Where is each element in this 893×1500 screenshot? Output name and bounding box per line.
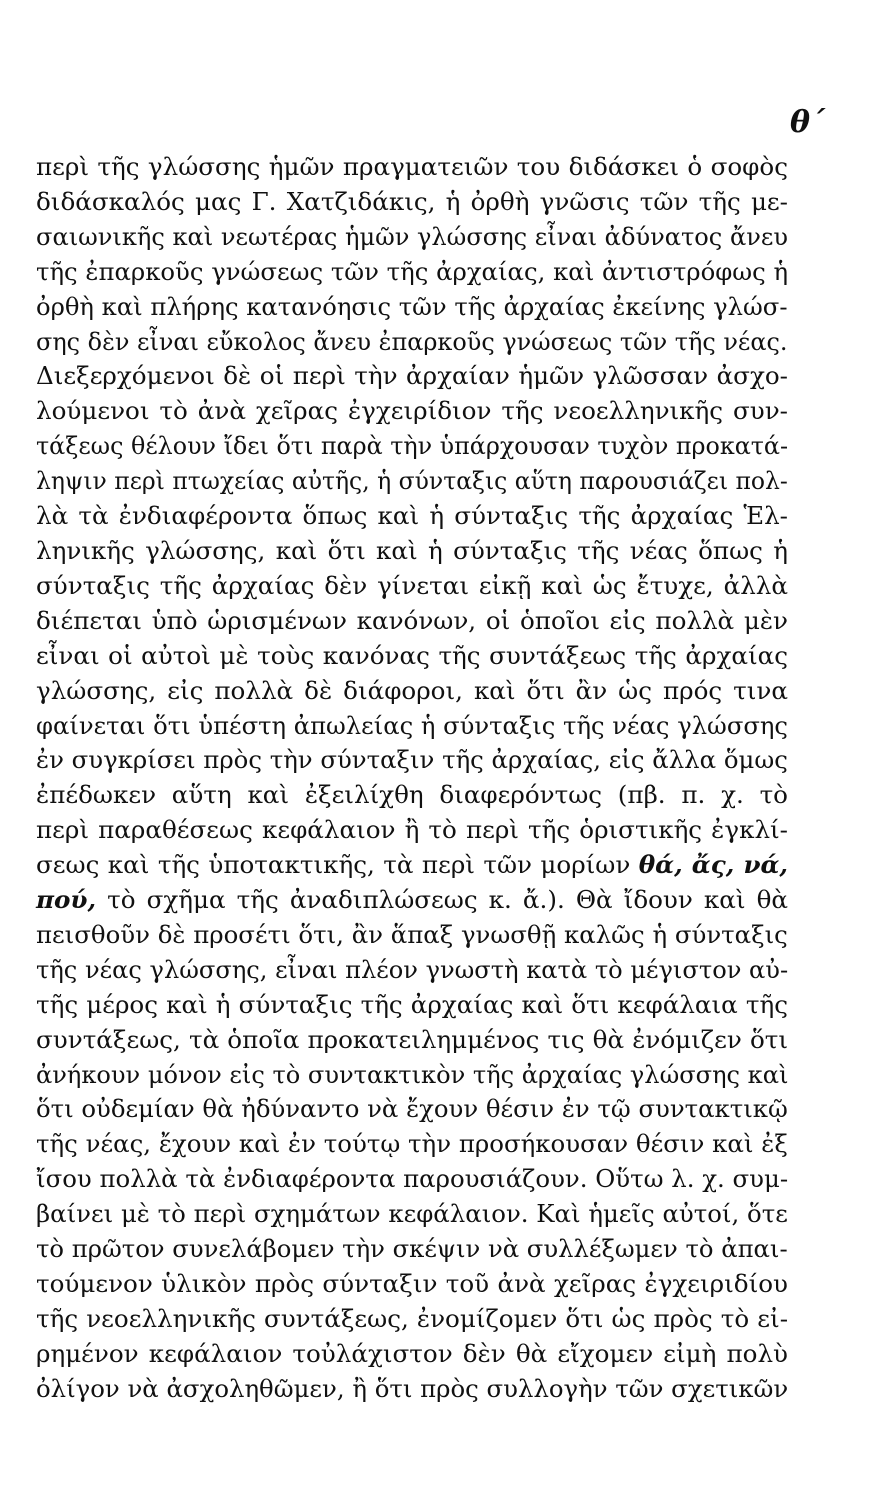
text-line: σης δὲν εἶναι εὔκολος ἄνευ ἐπαρκοῦς γνώσεως τῶν τῆς νέας. (36, 326, 788, 356)
text-line: ρημένον κεφάλαιον τοὐλάχιστον δὲν θὰ εἴχομεν εἰμὴ πολὺ (36, 1338, 788, 1368)
text-line: διδάσκαλός μας Γ. Χατζιδάκις, ἡ ὀρθὴ γνῶσις τῶν τῆς με- (36, 186, 788, 216)
text-line: λὰ τὰ ἐνδιαφέροντα ὅπως καὶ ἡ σύνταξις τῆς ἀρχαίας Ἑλ- (36, 501, 788, 531)
text-line: τὸ πρῶτον συνελάβομεν τὴν σκέψιν νὰ συλλέξωμεν τὸ ἀπαι- (36, 1234, 788, 1264)
text-line: Διεξερχόμενοι δὲ οἱ περὶ τὴν ἀρχαίαν ἡμῶν γλῶσσαν ἀσχο- (36, 361, 788, 391)
text-line: διέπεται ὑπὸ ὡρισμένων κανόνων, οἱ ὁποῖοι εἰς πολλὰ μὲν (36, 605, 788, 635)
text-line-with-emphasis (36, 883, 788, 918)
text-line: τῆς ἐπαρκοῦς γνώσεως τῶν τῆς ἀρχαίας, καὶ ἀντιστρόφως ἡ (36, 256, 789, 286)
text-line: τῆς νέας γλώσσης, εἶναι πλέον γνωστὴ κατὰ τὸ μέγιστον αὐ- (36, 954, 789, 984)
text-line: ληψιν περὶ πτωχείας αὐτῆς, ἡ σύνταξις αὕτη παρουσιάζει πολ- (36, 466, 788, 496)
text-line: ὅτι οὐδεμίαν θὰ ἠδύναντο νὰ ἔχουν θέσιν ἐν τῷ συντακτικῷ (36, 1094, 788, 1124)
page-number: θ΄ (789, 105, 825, 140)
text-line: ὀρθὴ καὶ πλήρης κατανόησις τῶν τῆς ἀρχαίας ἐκείνης γλώσ- (36, 291, 788, 321)
body-text (36, 150, 788, 1407)
text-line: ληνικῆς γλώσσης, καὶ ὅτι καὶ ἡ σύνταξις τῆς νέας ὅπως ἡ (36, 535, 788, 565)
text-line: ὀλίγον νὰ ἀσχοληθῶμεν, ἢ ὅτι πρὸς συλλογὴν τῶν σχετικῶν (36, 1373, 789, 1403)
text-line: ἐπέδωκεν αὕτη καὶ ἐξειλίχθη διαφερόντως (πβ. π. χ. τὸ (36, 780, 788, 810)
text-line: σαιωνικῆς καὶ νεωτέρας ἡμῶν γλώσσης εἶναι ἀδύνατος ἄνευ (36, 221, 788, 251)
emphasized-particle: πού, (36, 885, 97, 915)
text-line: ἀνήκουν μόνον εἰς τὸ συντακτικὸν τῆς ἀρχαίας γλώσσης καὶ (36, 1059, 789, 1089)
text-line: τῆς νεοελληνικῆς συντάξεως, ἐνομίζομεν ὅτι ὡς πρὸς τὸ εἰ- (36, 1303, 788, 1333)
text-line: συντάξεως, τὰ ὁποῖα προκατειλημμένος τις θὰ ἐνόμιζεν ὅτι (36, 1024, 788, 1054)
text-line: πεισθοῦν δὲ προσέτι ὅτι, ἂν ἅπαξ γνωσθῇ καλῶς ἡ σύνταξις (36, 919, 788, 949)
emphasized-particles: θά, ἄς, νά, (638, 850, 788, 880)
text-line: λούμενοι τὸ ἀνὰ χεῖρας ἐγχειρίδιον τῆς νεοελληνικῆς συν- (36, 396, 788, 426)
text-line: ἴσου πολλὰ τὰ ἐνδιαφέροντα παρουσιάζουν. Οὕτω λ. χ. συμ- (36, 1164, 789, 1194)
text-segment: τὸ σχῆμα τῆς ἀναδιπλώσεως κ. ἄ.). Θὰ ἴδουν καὶ θὰ (96, 885, 788, 915)
text-line: γλώσσης, εἰς πολλὰ δὲ διάφοροι, καὶ ὅτι ἂν ὡς πρός τινα (36, 675, 788, 705)
text-line: ἐν συγκρίσει πρὸς τὴν σύνταξιν τῆς ἀρχαίας, εἰς ἄλλα ὅμως (36, 745, 788, 775)
text-segment: σεως καὶ τῆς ὑποτακτικῆς, τὰ περὶ τῶν μορίων (36, 850, 631, 880)
text-line: τῆς νέας, ἔχουν καὶ ἐν τούτῳ τὴν προσήκουσαν θέσιν καὶ ἐξ (36, 1129, 788, 1159)
text-line-with-emphasis (36, 848, 788, 883)
text-line: φαίνεται ὅτι ὑπέστη ἀπωλείας ἡ σύνταξις τῆς νέας γλώσσης (36, 710, 789, 740)
text-line: τούμενον ὑλικὸν πρὸς σύνταξιν τοῦ ἀνὰ χεῖρας ἐγχειριδίου (36, 1269, 788, 1298)
text-line: περὶ παραθέσεως κεφάλαιον ἢ τὸ περὶ τῆς ὁριστικῆς ἐγκλί- (36, 815, 788, 845)
text-line: περὶ τῆς γλώσσης ἡμῶν πραγματειῶν του διδάσκει ὁ σοφὸς (36, 152, 788, 181)
text-line: τῆς μέρος καὶ ἡ σύνταξις τῆς ἀρχαίας καὶ ὅτι κεφάλαια τῆς (36, 989, 788, 1019)
text-line: βαίνει μὲ τὸ περὶ σχημάτων κεφάλαιον. Καὶ ἡμεῖς αὐτοί, ὅτε (36, 1199, 788, 1229)
text-line: εἶναι οἱ αὐτοὶ μὲ τοὺς κανόνας τῆς συντάξεως τῆς ἀρχαίας (36, 640, 788, 670)
text-line: σύνταξις τῆς ἀρχαίας δὲν γίνεται εἰκῇ καὶ ὡς ἔτυχε, ἀλλὰ (36, 570, 788, 600)
text-line: τάξεως θέλουν ἴδει ὅτι παρὰ τὴν ὑπάρχουσαν τυχὸν προκατά- (36, 431, 789, 461)
